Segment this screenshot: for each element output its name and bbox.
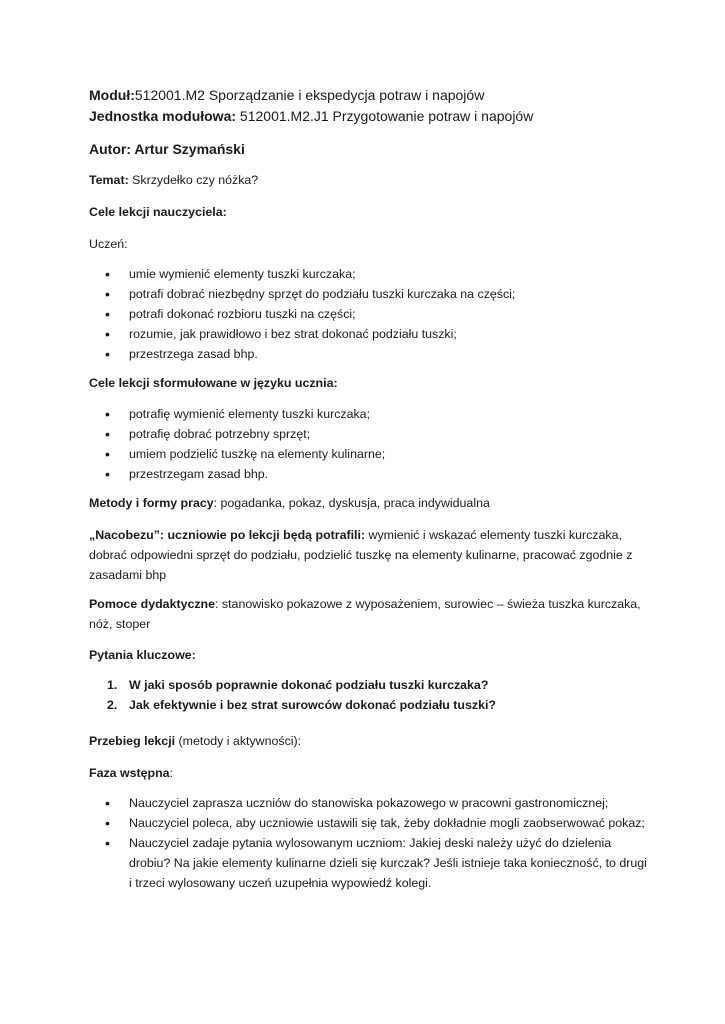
question-text: W jaki sposób poprawnie dokonać podziału tuszki kurczaka? <box>129 678 489 692</box>
question-item <box>89 675 649 695</box>
list-item: • przestrzega zasad bhp. <box>89 344 649 364</box>
metody-label: Metody i formy pracy <box>89 496 214 510</box>
faza-colon: : <box>169 766 174 780</box>
jednostka-label: Jednostka modułowa: <box>89 108 237 124</box>
metody-line <box>89 493 649 513</box>
list-item: • Nauczyciel zadaje pytania wylosowanym uczniom: Jakiej deski należy użyć do dzielenia drobiu? Na jakie elementy kulinarne dzieli się kurczak? Jeśli istnieje taka konieczność, to drugi i trzeci wylosowany uczeń uzupełnia wypowiedź kolegi. <box>89 833 649 893</box>
autor-line: Autor: Artur Szymański <box>89 141 245 157</box>
list-item: • umie wymienić elementy tuszki kurczaka; <box>89 264 649 284</box>
faza-label: Faza wstępna <box>89 766 170 780</box>
list-item: • potrafi dokonać rozbioru tuszki na części; <box>89 304 649 324</box>
question-number: 1. <box>107 678 118 692</box>
metody-value: : pogadanka, pokaz, dyskusja, praca indywidualna <box>213 496 490 510</box>
question-item <box>89 695 649 715</box>
modul-value: 512001.M2 Sporządzanie i ekspedycja potraw i napojów <box>134 87 485 103</box>
jednostka-value: 512001.M2.J1 Przygotowanie potraw i napojów <box>236 108 534 124</box>
przebieg-value: (metody i aktywności): <box>175 734 302 748</box>
list-item: • przestrzegam zasad bhp. <box>89 464 649 484</box>
nacobezu-label: „Nacobezu”: uczniowie po lekcji będą potrafili: <box>89 528 366 542</box>
list-item: • potrafię wymienić elementy tuszki kurczaka; <box>89 404 649 424</box>
nacobezu-paragraph <box>89 525 649 585</box>
modul-label: Moduł: <box>89 87 135 103</box>
cele-nauczyciela-list <box>89 264 649 364</box>
pomoce-label: Pomoce dydaktyczne <box>89 597 216 611</box>
temat-line <box>89 170 649 190</box>
faza-list <box>89 793 649 893</box>
pytania-list <box>89 675 649 715</box>
pytania-heading: Pytania kluczowe: <box>89 648 196 662</box>
uczen-intro: Uczeń: <box>89 237 128 251</box>
cele-nauczyciela-heading: Cele lekcji nauczyciela: <box>89 205 227 219</box>
faza-line <box>89 763 649 783</box>
question-number: 2. <box>107 698 118 712</box>
list-item: • potrafię dobrać potrzebny sprzęt; <box>89 424 649 444</box>
list-item: • Nauczyciel poleca, aby uczniowie ustawili się tak, żeby dokładnie mogli zaobserwować pokaz; <box>89 813 649 833</box>
list-item: • umiem podzielić tuszkę na elementy kulinarne; <box>89 444 649 464</box>
list-item: • Nauczyciel zaprasza uczniów do stanowiska pokazowego w pracowni gastronomicznej; <box>89 793 649 813</box>
jednostka-line <box>89 105 649 127</box>
przebieg-line <box>89 731 649 751</box>
cele-ucznia-heading: Cele lekcji sformułowane w języku ucznia: <box>89 376 338 390</box>
cele-ucznia-list <box>89 404 649 484</box>
pomoce-paragraph <box>89 594 649 634</box>
pomoce-value: : stanowisko pokazowe z wyposażeniem, surowiec – świeża tuszka kurczaka, nóż, stoper <box>89 597 641 631</box>
temat-value: Skrzydełko czy nóżka? <box>128 173 259 187</box>
list-item: • potrafi dobrać niezbędny sprzęt do podziału tuszki kurczaka na części; <box>89 284 649 304</box>
list-item: • rozumie, jak prawidłowo i bez strat dokonać podziału tuszki; <box>89 324 649 344</box>
temat-label: Temat: <box>89 173 129 187</box>
modul-line <box>89 84 649 106</box>
przebieg-label: Przebieg lekcji <box>89 734 176 748</box>
nacobezu-value: wymienić i wskazać elementy tuszki kurczaka, dobrać odpowiedni sprzęt do podziału, podzielić tuszkę na elementy kulinarne, pracować zgodnie z zasadami bhp <box>89 528 633 582</box>
question-text: Jak efektywnie i bez strat surowców dokonać podziału tuszki? <box>129 698 496 712</box>
